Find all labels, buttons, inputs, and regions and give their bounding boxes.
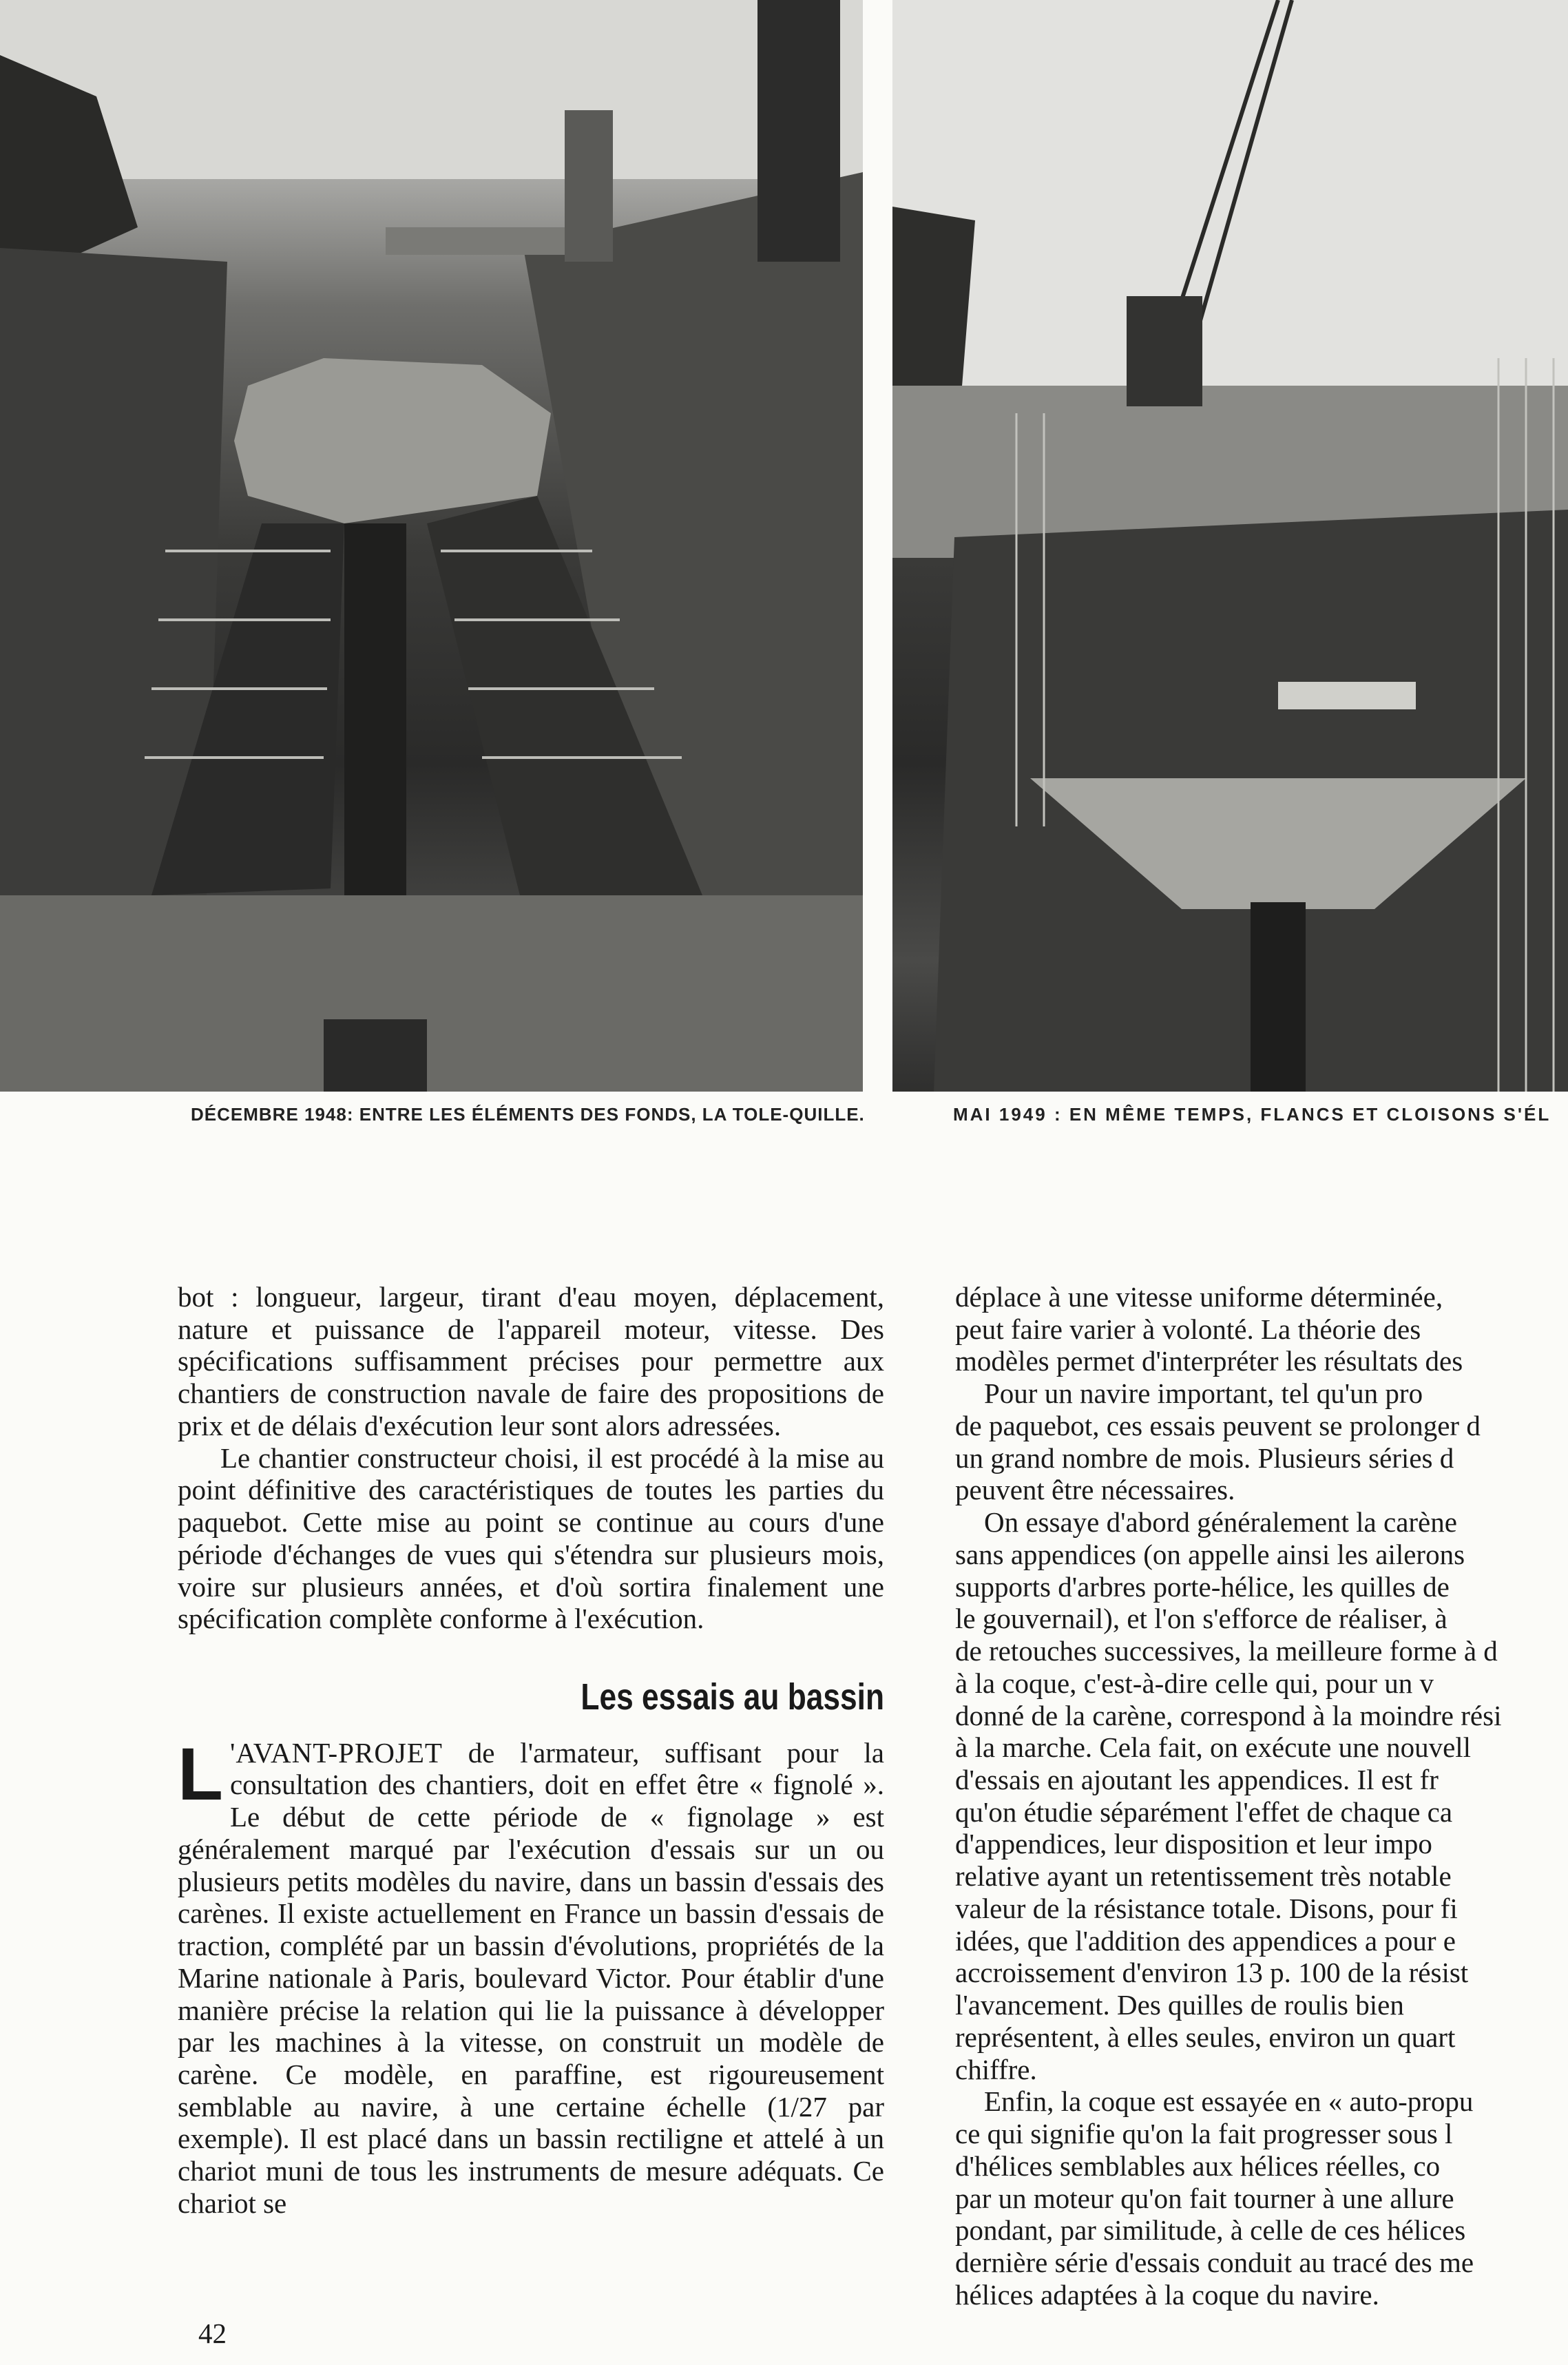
photo-drydock-keel <box>0 0 863 1092</box>
paragraph: Le chantier constructeur choisi, il est procédé à la mise au point définitive des caractéristiques de toutes les parties du paquebot. Cette mise au point se continue au cours d'une période d'échanges de vues qui s'étendra sur plusieurs mois, voire sur plusieurs années, et d'où sortira finalement une spécification complète conforme à l'exécution. <box>178 1441 884 1635</box>
text-line: d'appendices, leur disposition et leur impo <box>955 1828 1432 1860</box>
paragraph-lead <box>178 1731 884 2220</box>
text-line: idées, que l'addition des appendices a pour e <box>955 1924 1456 1957</box>
text-line: ce qui signifie qu'on la fait progresser sous l <box>955 2118 1453 2150</box>
text-line: peuvent être nécessaires. <box>955 1474 1235 1506</box>
text-line: pondant, par similitude, à celle de ces hélices <box>955 2214 1466 2247</box>
text-line: relative ayant un retentissement très notable <box>955 1860 1452 1893</box>
text-column-left <box>178 1281 884 2220</box>
text-line: supports d'arbres porte-hélice, les quilles de <box>955 1570 1450 1603</box>
text-line: qu'on étudie séparément l'effet de chaque ca <box>955 1795 1453 1828</box>
text-line: un grand nombre de mois. Plusieurs séries d <box>955 1441 1454 1474</box>
text-line: sans appendices (on appelle ainsi les ailerons <box>955 1538 1465 1570</box>
text-line: le gouvernail), et l'on s'efforce de réaliser, à <box>955 1603 1447 1635</box>
text-line: de retouches successives, la meilleure forme à d <box>955 1635 1498 1667</box>
text-line: On essaye d'abord généralement la carène <box>984 1506 1457 1539</box>
lead-smallcaps: 'AVANT-PROJET <box>229 1736 443 1769</box>
text-line: déplace à une vitesse uniforme déterminée, <box>955 1281 1443 1313</box>
text-line: Enfin, la coque est essayée en « auto-propu <box>984 2085 1474 2118</box>
section-title: Les essais au bassin <box>581 1676 884 1718</box>
crane-shipyard-photo-icon <box>892 0 1568 1092</box>
text-line: d'essais en ajoutant les appendices. Il est fr <box>955 1764 1439 1796</box>
text-line: peut faire varier à volonté. La théorie des <box>955 1313 1421 1345</box>
drydock-photo-icon <box>0 0 863 1092</box>
text-line: accroissement d'environ 13 p. 100 de la résist <box>955 1957 1469 1989</box>
text-line: à la marche. Cela fait, on exécute une nouvell <box>955 1731 1472 1764</box>
text-line: d'hélices semblables aux hélices réelles, co <box>955 2149 1441 2182</box>
text-line: dernière série d'essais conduit au tracé des me <box>955 2247 1474 2279</box>
photo-caption-left: DÉCEMBRE 1948: ENTRE LES ÉLÉMENTS DES FONDS, LA TOLE-QUILLE. <box>191 1104 865 1125</box>
text-line: hélices adaptées à la coque du navire. <box>955 2278 1379 2311</box>
paragraph: bot : longueur, largeur, tirant d'eau moyen, déplacement, nature et puissance de l'appareil moteur, vitesse. Des spécifications suffisamment précises pour permettre aux chantiers de construction navale de faire des propositions de prix et de délais d'exécution leur sont alors adressées. <box>178 1281 884 1441</box>
text-column-right <box>955 1281 1568 2311</box>
drop-cap: L <box>178 1731 223 1815</box>
text-line: Pour un navire important, tel qu'un pro <box>984 1377 1423 1410</box>
paragraph-rest: de l'armateur, suffisant pour la consultation des chantiers, doit en effet être « fignolé ». Le début de cette période de « fignolage » est généralement marqué par l'exécution d'essais sur un ou plusieurs petits modèles du navire, dans un bassin d'essais des carènes. Il existe actuellement en France un bassin d'essais de traction, complété par un bassin d'évolutions, propriétés de la Marine nationale à Paris, boulevard Victor. Pour établir d'une manière précise la relation qui lie la puissance à développer par les machines à la vitesse, on construit un modèle de carène. Ce modèle, en paraffine, est rigoureusement semblable au navire, à une certaine échelle (1/27 par exemple). Il est placé dans un bassin rectiligne et attelé à un chariot muni de tous les instruments de mesure adéquats. Ce chariot se <box>178 1736 884 2219</box>
text-line: par un moteur qu'on fait tourner à une allure <box>955 2182 1454 2214</box>
text-line: valeur de la résistance totale. Disons, pour fi <box>955 1892 1458 1924</box>
text-line: à la coque, c'est-à-dire celle qui, pour un v <box>955 1667 1434 1699</box>
text-line: donné de la carène, correspond à la moindre rési <box>955 1699 1502 1731</box>
text-line: représentent, à elles seules, environ un quart <box>955 2021 1456 2053</box>
text-line: modèles permet d'interpréter les résultats des <box>955 1345 1463 1377</box>
text-line: de paquebot, ces essais peuvent se prolonger d <box>955 1409 1481 1441</box>
page-number: 42 <box>198 2317 227 2349</box>
text-line: chiffre. <box>955 2053 1037 2085</box>
text-line: l'avancement. Des quilles de roulis bien <box>955 1989 1404 2021</box>
photo-caption-right: MAI 1949 : EN MÊME TEMPS, FLANCS ET CLOISONS S'ÉL <box>953 1104 1551 1125</box>
photo-shipyard-crane <box>892 0 1568 1092</box>
